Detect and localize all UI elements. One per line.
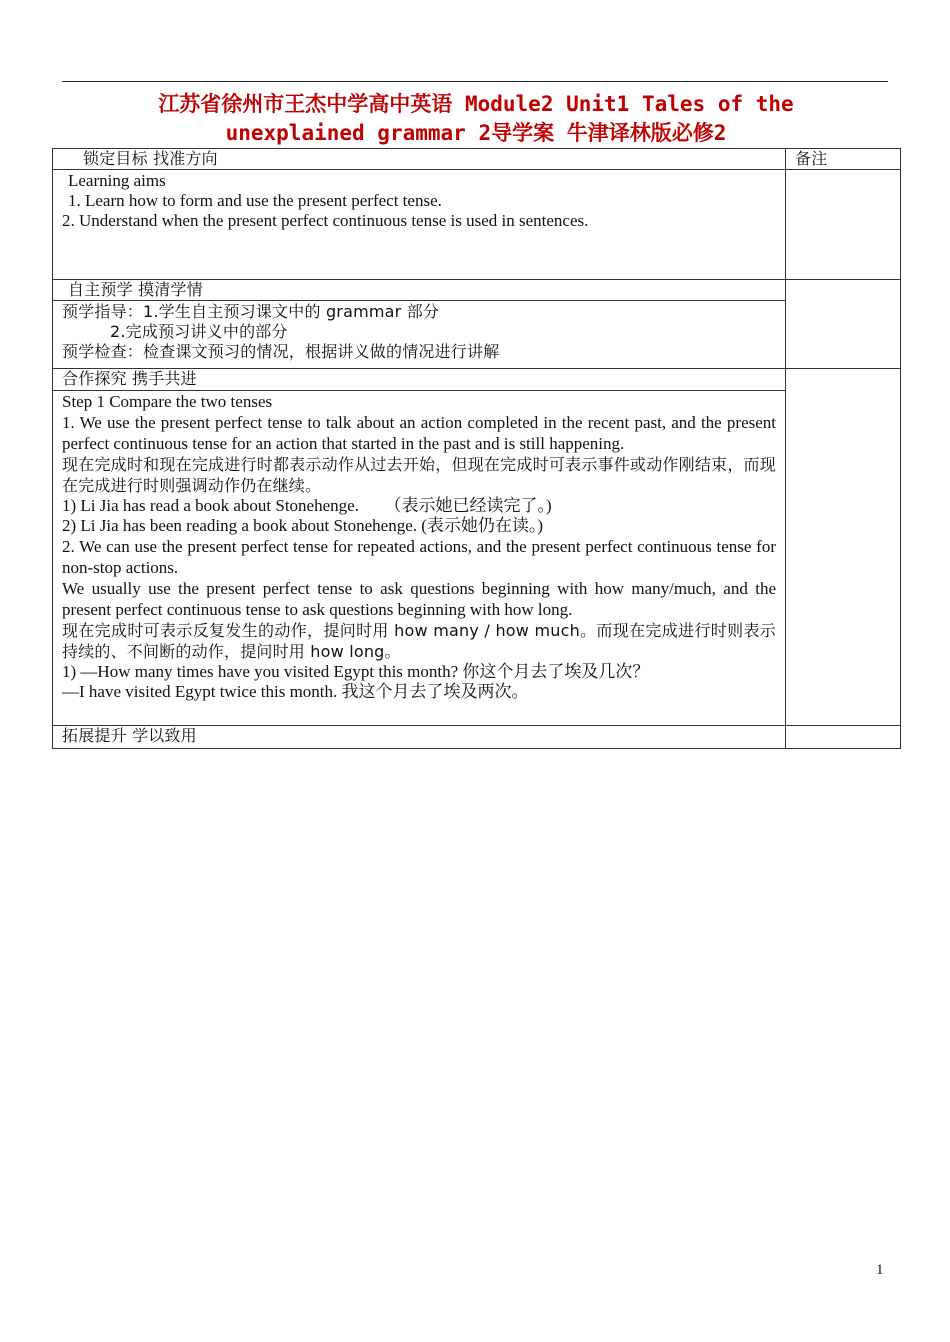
paragraph-1-chinese: 现在完成时和现在完成进行时都表示动作从过去开始，但现在完成时可表示事件或动作刚结束，而现在完成进行时则强调动作仍在继续。: [62, 455, 776, 495]
section3-body: [53, 391, 786, 726]
section2-header: 自主预学 摸清学情: [53, 280, 786, 301]
document-title: [52, 90, 900, 148]
learning-aim-1: 1. Learn how to form and use the present perfect tense.: [68, 191, 442, 210]
section4-notes: [786, 726, 901, 749]
paragraph-1: 1. We use the present perfect tense to talk about an action completed in the recent past, and the present perfect continuous tense for an action that started in the past and is still happening.: [62, 413, 776, 453]
section1-body: [53, 170, 786, 280]
paragraph-3: We usually use the present perfect tense to ask questions beginning with how many/much, and the present perfect continuous tense to ask questions beginning with how long.: [62, 579, 776, 619]
section3-header: 合作探究 携手共进: [53, 369, 786, 391]
section2-body: [53, 301, 786, 369]
learning-aims-heading: Learning aims: [68, 171, 166, 190]
section4-header-row: [53, 726, 901, 749]
section1-notes: [786, 170, 901, 280]
section2-body-row: [53, 301, 901, 369]
section3-body-row: [53, 391, 901, 726]
prestudy-check: 预学检查：检查课文预习的情况，根据讲义做的情况进行讲解: [62, 342, 500, 361]
example-1: 1) Li Jia has read a book about Stonehenge. （表示她已经读完了。): [62, 496, 552, 515]
section2-notes: [786, 280, 901, 369]
example-3: 1) —How many times have you visited Egypt this month? 你这个月去了埃及几次？: [62, 662, 650, 681]
section3-header-row: [53, 369, 901, 391]
paragraph-3-chinese: 现在完成时可表示反复发生的动作，提问时用 how many / how much。而现在完成进行时则表示持续的、不间断的动作，提问时用 how long。: [62, 621, 776, 661]
step-heading: Step 1 Compare the two tenses: [62, 392, 273, 411]
example-4: —I have visited Egypt twice this month. 我这个月去了埃及两次。: [62, 682, 529, 701]
prestudy-guide: 预学指导：1.学生自主预习课文中的 grammar 部分: [62, 302, 440, 321]
page-number: 1: [876, 1262, 884, 1278]
prestudy-guide-2: 2.完成预习讲义中的部分: [110, 322, 288, 341]
section1-header-row: [53, 149, 901, 170]
example-2: 2) Li Jia has been reading a book about Stonehenge. (表示她仍在读。): [62, 516, 544, 535]
paragraph-2: 2. We can use the present perfect tense for repeated actions, and the present perfect continuous tense for non-stop actions.: [62, 537, 776, 577]
section4-header: 拓展提升 学以致用: [53, 726, 786, 749]
title-line-1: 江苏省徐州市王杰中学高中英语 Module2 Unit1 Tales of the: [158, 92, 794, 116]
title-line-2: unexplained grammar 2导学案 牛津译林版必修2: [225, 121, 727, 145]
section1-body-row: [53, 170, 901, 280]
section3-notes: [786, 369, 901, 726]
notes-header: 备注: [786, 149, 901, 170]
learning-aim-2: 2. Understand when the present perfect continuous tense is used in sentences.: [62, 211, 589, 230]
section1-header: 锁定目标 找准方向: [53, 149, 786, 170]
section2-header-row: [53, 280, 901, 301]
top-rule: [62, 81, 888, 82]
lesson-plan-table: [52, 148, 901, 749]
